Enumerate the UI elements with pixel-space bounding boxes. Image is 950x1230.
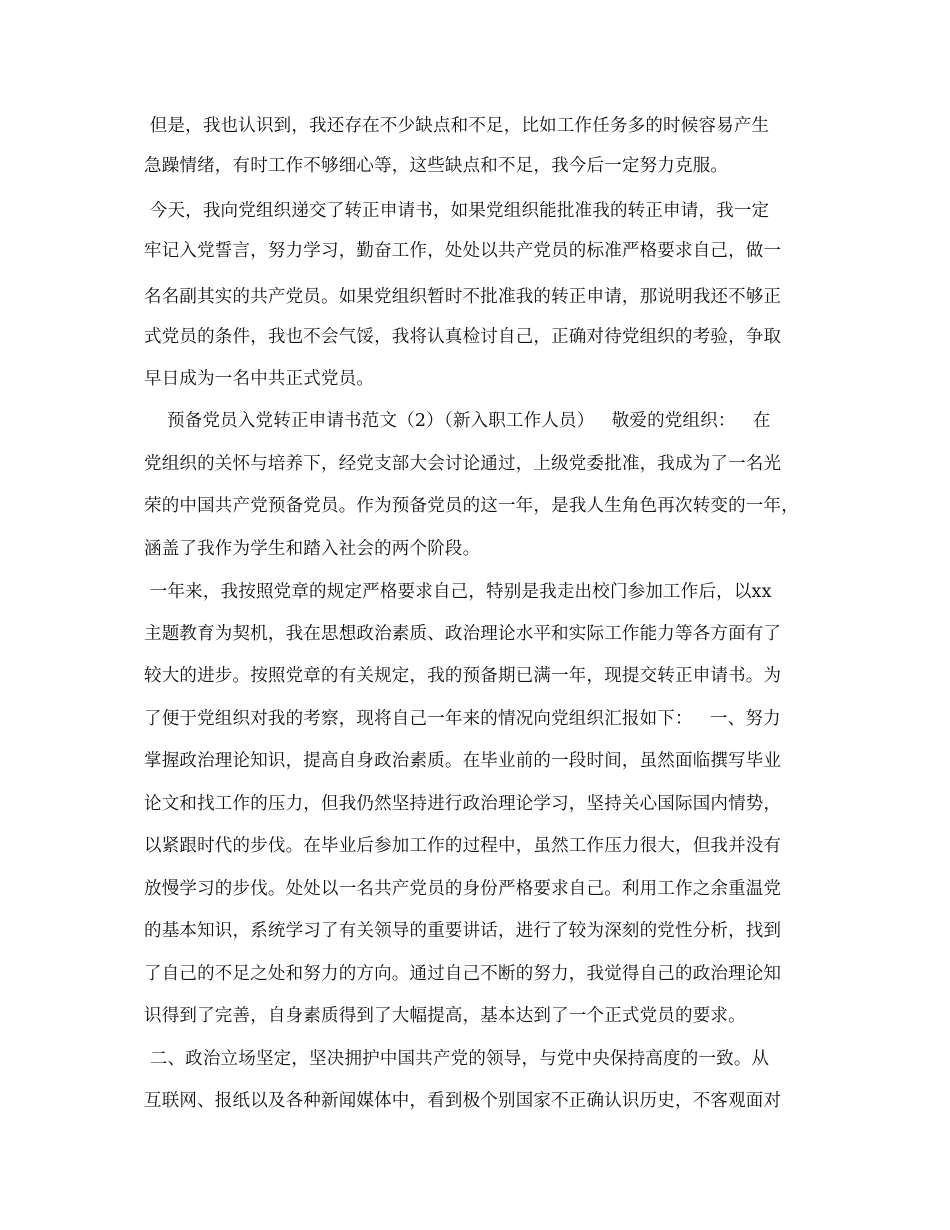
- text-line: 今天，我向党组织递交了转正申请书，如果党组织能批准我的转正申请，我一定: [144, 201, 770, 221]
- text-line: 牢记入党誓言，努力学习，勤奋工作，处处以共产党员的标准严格要求自己，做一: [144, 241, 782, 261]
- text-line: 的基本知识，系统学习了有关领导的重要讲话，进行了较为深刻的党性分析，找到: [144, 921, 782, 941]
- text-line: 主题教育为契机，我在思想政治素质、政治理论水平和实际工作能力等各方面有了: [144, 624, 782, 644]
- text-line: 但是，我也认识到，我还存在不少缺点和不足，比如工作任务多的时候容易产生: [144, 116, 770, 136]
- text-line: 二、政治立场坚定，坚决拥护中国共产党的领导，与党中央保持高度的一致。从: [144, 1049, 770, 1069]
- text-line: 了便于党组织对我的考察，现将自己一年来的情况向党组织汇报如下： 一、努力: [144, 709, 781, 729]
- text-line: 了自己的不足之处和努力的方向。通过自己不断的努力，我觉得自己的政治理论知: [144, 964, 782, 984]
- text-line: 较大的进步。按照党章的有关规定，我的预备期已满一年，现提交转正申请书。为: [144, 666, 782, 686]
- text-line: 放慢学习的步伐。处处以一名共产党员的身份严格要求自己。利用工作之余重温党: [144, 879, 782, 899]
- text-line: 式党员的条件，我也不会气馁，我将认真检讨自己，正确对待党组织的考验，争取: [144, 327, 782, 347]
- text-line: 党组织的关怀与培养下，经党支部大会讨论通过，上级党委批准，我成为了一名光: [144, 454, 782, 474]
- text-line: 论文和找工作的压力，但我仍然坚持进行政治理论学习，坚持关心国际国内情势，: [144, 794, 782, 814]
- text-line: 预备党员入党转正申请书范文（2）（新入职工作人员） 敬爱的党组织： 在: [144, 411, 771, 431]
- text-line: 早日成为一名中共正式党员。: [144, 369, 375, 389]
- text-line: 荣的中国共产党预备党员。作为预备党员的这一年，是我人生角色再次转变的一年，: [144, 496, 799, 516]
- text-line: 识得到了完善，自身素质得到了大幅提高，基本达到了一个正式党员的要求。: [144, 1006, 746, 1026]
- text-line: 一年来，我按照党章的规定严格要求自己，特别是我走出校门参加工作后，以xx: [144, 582, 772, 602]
- text-line: 互联网、报纸以及各种新闻媒体中，看到极个别国家不正确认识历史，不客观面对: [144, 1091, 782, 1111]
- text-line: 以紧跟时代的步伐。在毕业后参加工作的过程中，虽然工作压力很大，但我并没有: [144, 836, 782, 856]
- text-line: 急躁情绪，有时工作不够细心等，这些缺点和不足，我今后一定努力克服。: [144, 156, 729, 176]
- text-line: 名名副其实的共产党员。如果党组织暂时不批准我的转正申请，那说明我还不够正: [144, 287, 782, 307]
- text-line: 掌握政治理论知识，提高自身政治素质。在毕业前的一段时间，虽然面临撰写毕业: [144, 751, 782, 771]
- text-line: 涵盖了我作为学生和踏入社会的两个阶段。: [144, 539, 481, 559]
